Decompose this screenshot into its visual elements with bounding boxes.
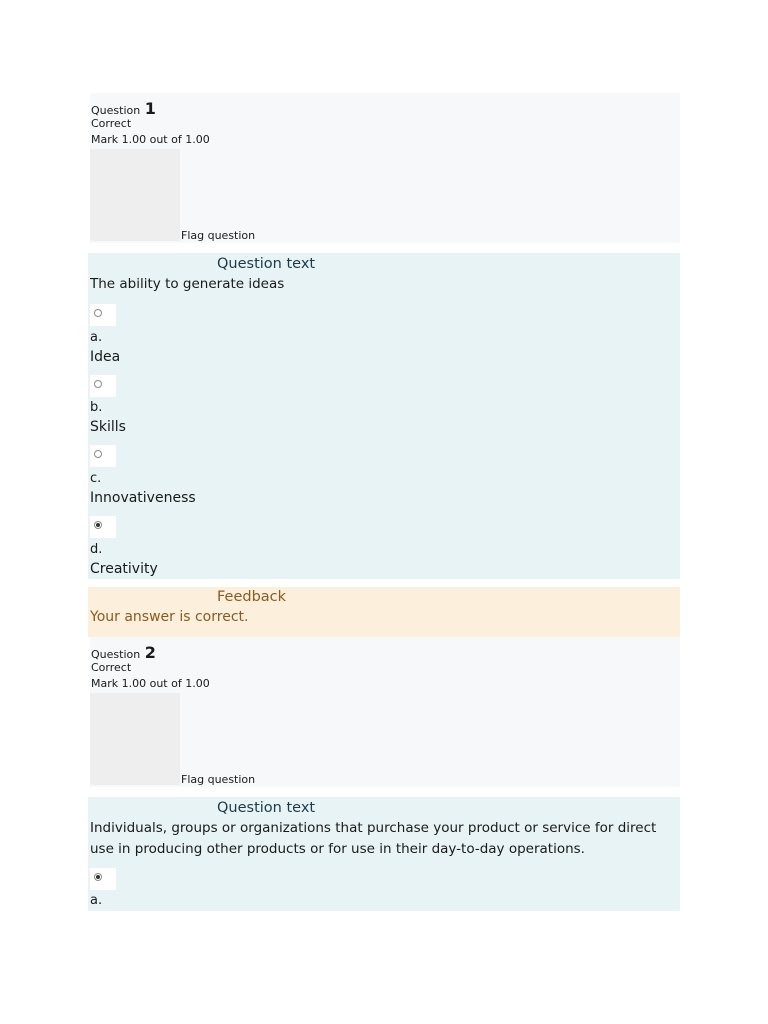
option-c-answer[interactable]: Innovativeness: [90, 490, 196, 506]
question-1-info: [90, 93, 680, 243]
question-text-header: Question text: [217, 800, 316, 816]
flag-question-link[interactable]: Flag question: [181, 229, 256, 242]
option-b-answer[interactable]: Skills: [90, 419, 126, 435]
question-1-feedback: [88, 587, 680, 637]
option-d-letter: d.: [90, 542, 103, 557]
option-c-letter: c.: [90, 471, 102, 486]
radio-icon: [94, 309, 102, 317]
feedback-text: Your answer is correct.: [90, 609, 249, 625]
question-state: Correct: [91, 117, 132, 130]
question-word: Question: [91, 104, 141, 117]
option-b-radio[interactable]: [90, 375, 116, 397]
question-text: Individuals, groups or organizations that purchase your product or service for direct use in producing other products or for use in their day-to-day operations.: [90, 820, 657, 857]
flag-icon[interactable]: [90, 149, 180, 241]
question-grade: Mark 1.00 out of 1.00: [91, 133, 210, 146]
question-number-label: [91, 643, 156, 662]
flag-question-link[interactable]: Flag question: [181, 773, 256, 786]
flag-icon[interactable]: [90, 693, 180, 785]
option-d-answer[interactable]: Creativity: [90, 561, 158, 577]
option-a-letter: a.: [90, 893, 103, 908]
option-a-radio[interactable]: [90, 868, 116, 890]
option-d-radio[interactable]: [90, 516, 116, 538]
feedback-header: Feedback: [217, 589, 287, 605]
question-2-content: [88, 797, 680, 911]
radio-checked-icon: [94, 873, 102, 881]
question-1-content: [88, 253, 680, 579]
option-a-radio[interactable]: [90, 304, 116, 326]
question-grade: Mark 1.00 out of 1.00: [91, 677, 210, 690]
radio-checked-icon: [94, 521, 102, 529]
question-number: 2: [144, 643, 156, 662]
question-word: Question: [91, 648, 141, 661]
option-b-letter: b.: [90, 400, 103, 415]
question-number: 1: [144, 99, 156, 118]
radio-icon: [94, 450, 102, 458]
question-text-header: Question text: [217, 256, 316, 272]
question-text: The ability to generate ideas: [90, 276, 285, 292]
question-state: Correct: [91, 661, 132, 674]
option-c-radio[interactable]: [90, 445, 116, 467]
option-a-answer[interactable]: Idea: [90, 349, 121, 365]
question-number-label: [91, 99, 156, 118]
option-a-letter: a.: [90, 330, 103, 345]
radio-icon: [94, 380, 102, 388]
question-2-info: [90, 637, 680, 787]
